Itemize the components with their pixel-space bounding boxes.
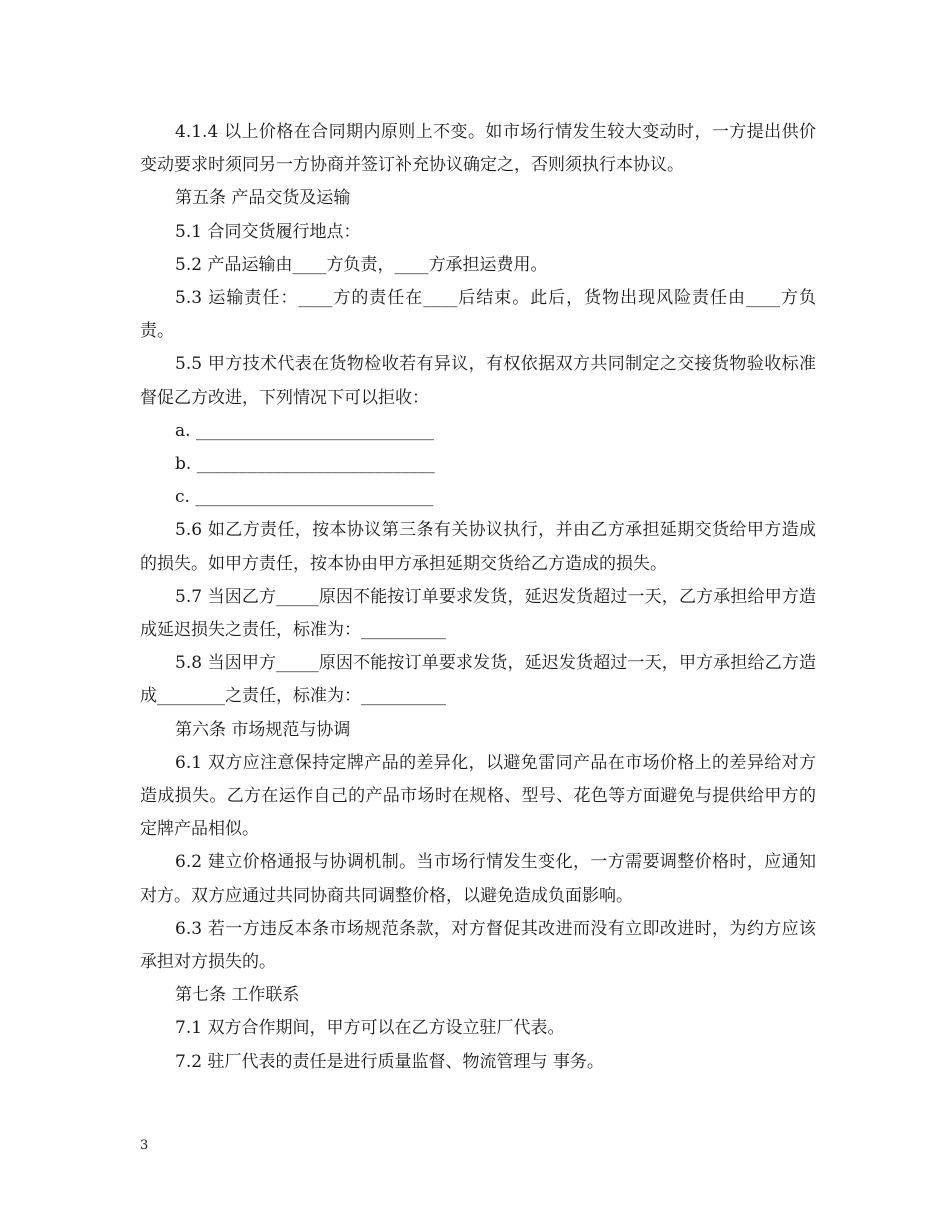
clause-5-8: 5.8 当因甲方_____原因不能按订单要求发货，延迟发货超过一天，甲方承担给乙方造成________之责任，标准为：__________ xyxy=(140,653,816,707)
clause-6-1: 6.1 双方应注意保持定牌产品的差异化，以避免雷同产品在市场价格上的差异给对方造成损失。乙方在运作自己的产品市场时在规格、型号、花色等方面避免与提供给甲方的定牌产品相似。 xyxy=(140,752,816,840)
clause-6-3: 6.3 若一方违反本条市场规范条款，对方督促其改进而没有立即改进时，为约方应该承担对方损失的。 xyxy=(140,918,816,973)
clause-5-2: 5.2 产品运输由____方负责，____方承担运费用。 xyxy=(175,254,548,275)
document-body xyxy=(140,116,816,1079)
article-5-heading: 第五条 产品交货及运输 xyxy=(175,188,351,209)
clause-5-5: 5.5 甲方技术代表在货物检收若有异议，有权依据双方共同制定之交接货物验收标准督促乙方改进，下列情况下可以拒收： xyxy=(140,354,816,408)
clause-5-1: 5.1 合同交货履行地点： xyxy=(175,221,361,242)
rejection-item-a: a. ____________________________ xyxy=(175,420,434,441)
clause-5-7: 5.7 当因乙方_____原因不能按订单要求发货，延迟发货超过一天，乙方承担给甲方造成延迟损失之责任，标准为：__________ xyxy=(140,586,816,641)
clause-4-1-4: 4.1.4 以上价格在合同期内原则上不变。如市场行情发生较大变动时，一方提出供价变动要求时须同另一方协商并签订补充协议确定之，否则须执行本协议。 xyxy=(140,122,816,176)
clause-5-6: 5.6 如乙方责任，按本协议第三条有关协议执行，并由乙方承担延期交货给甲方造成的损失。如甲方责任，按本协由甲方承担延期交货给乙方造成的损失。 xyxy=(140,520,816,574)
article-7-heading: 第七条 工作联系 xyxy=(175,985,300,1006)
article-6-heading: 第六条 市场规范与协调 xyxy=(175,719,351,740)
rejection-item-b: b. ____________________________ xyxy=(175,454,435,475)
clause-7-1: 7.1 双方合作期间，甲方可以在乙方设立驻厂代表。 xyxy=(175,1018,565,1039)
clause-5-3: 5.3 运输责任：____方的责任在____后结束。此后，货物出现风险责任由____方负责。 xyxy=(140,288,816,342)
clause-7-2: 7.2 驻厂代表的责任是进行质量监督、物流管理与 事务。 xyxy=(175,1051,604,1072)
clause-6-2: 6.2 建立价格通报与协调机制。当市场行情发生变化，一方需要调整价格时，应通知对方。双方应通过共同协商共同调整价格，以避免造成负面影响。 xyxy=(140,852,816,906)
rejection-item-c: c. ____________________________ xyxy=(175,487,434,508)
page-number: 3 xyxy=(140,1138,149,1153)
